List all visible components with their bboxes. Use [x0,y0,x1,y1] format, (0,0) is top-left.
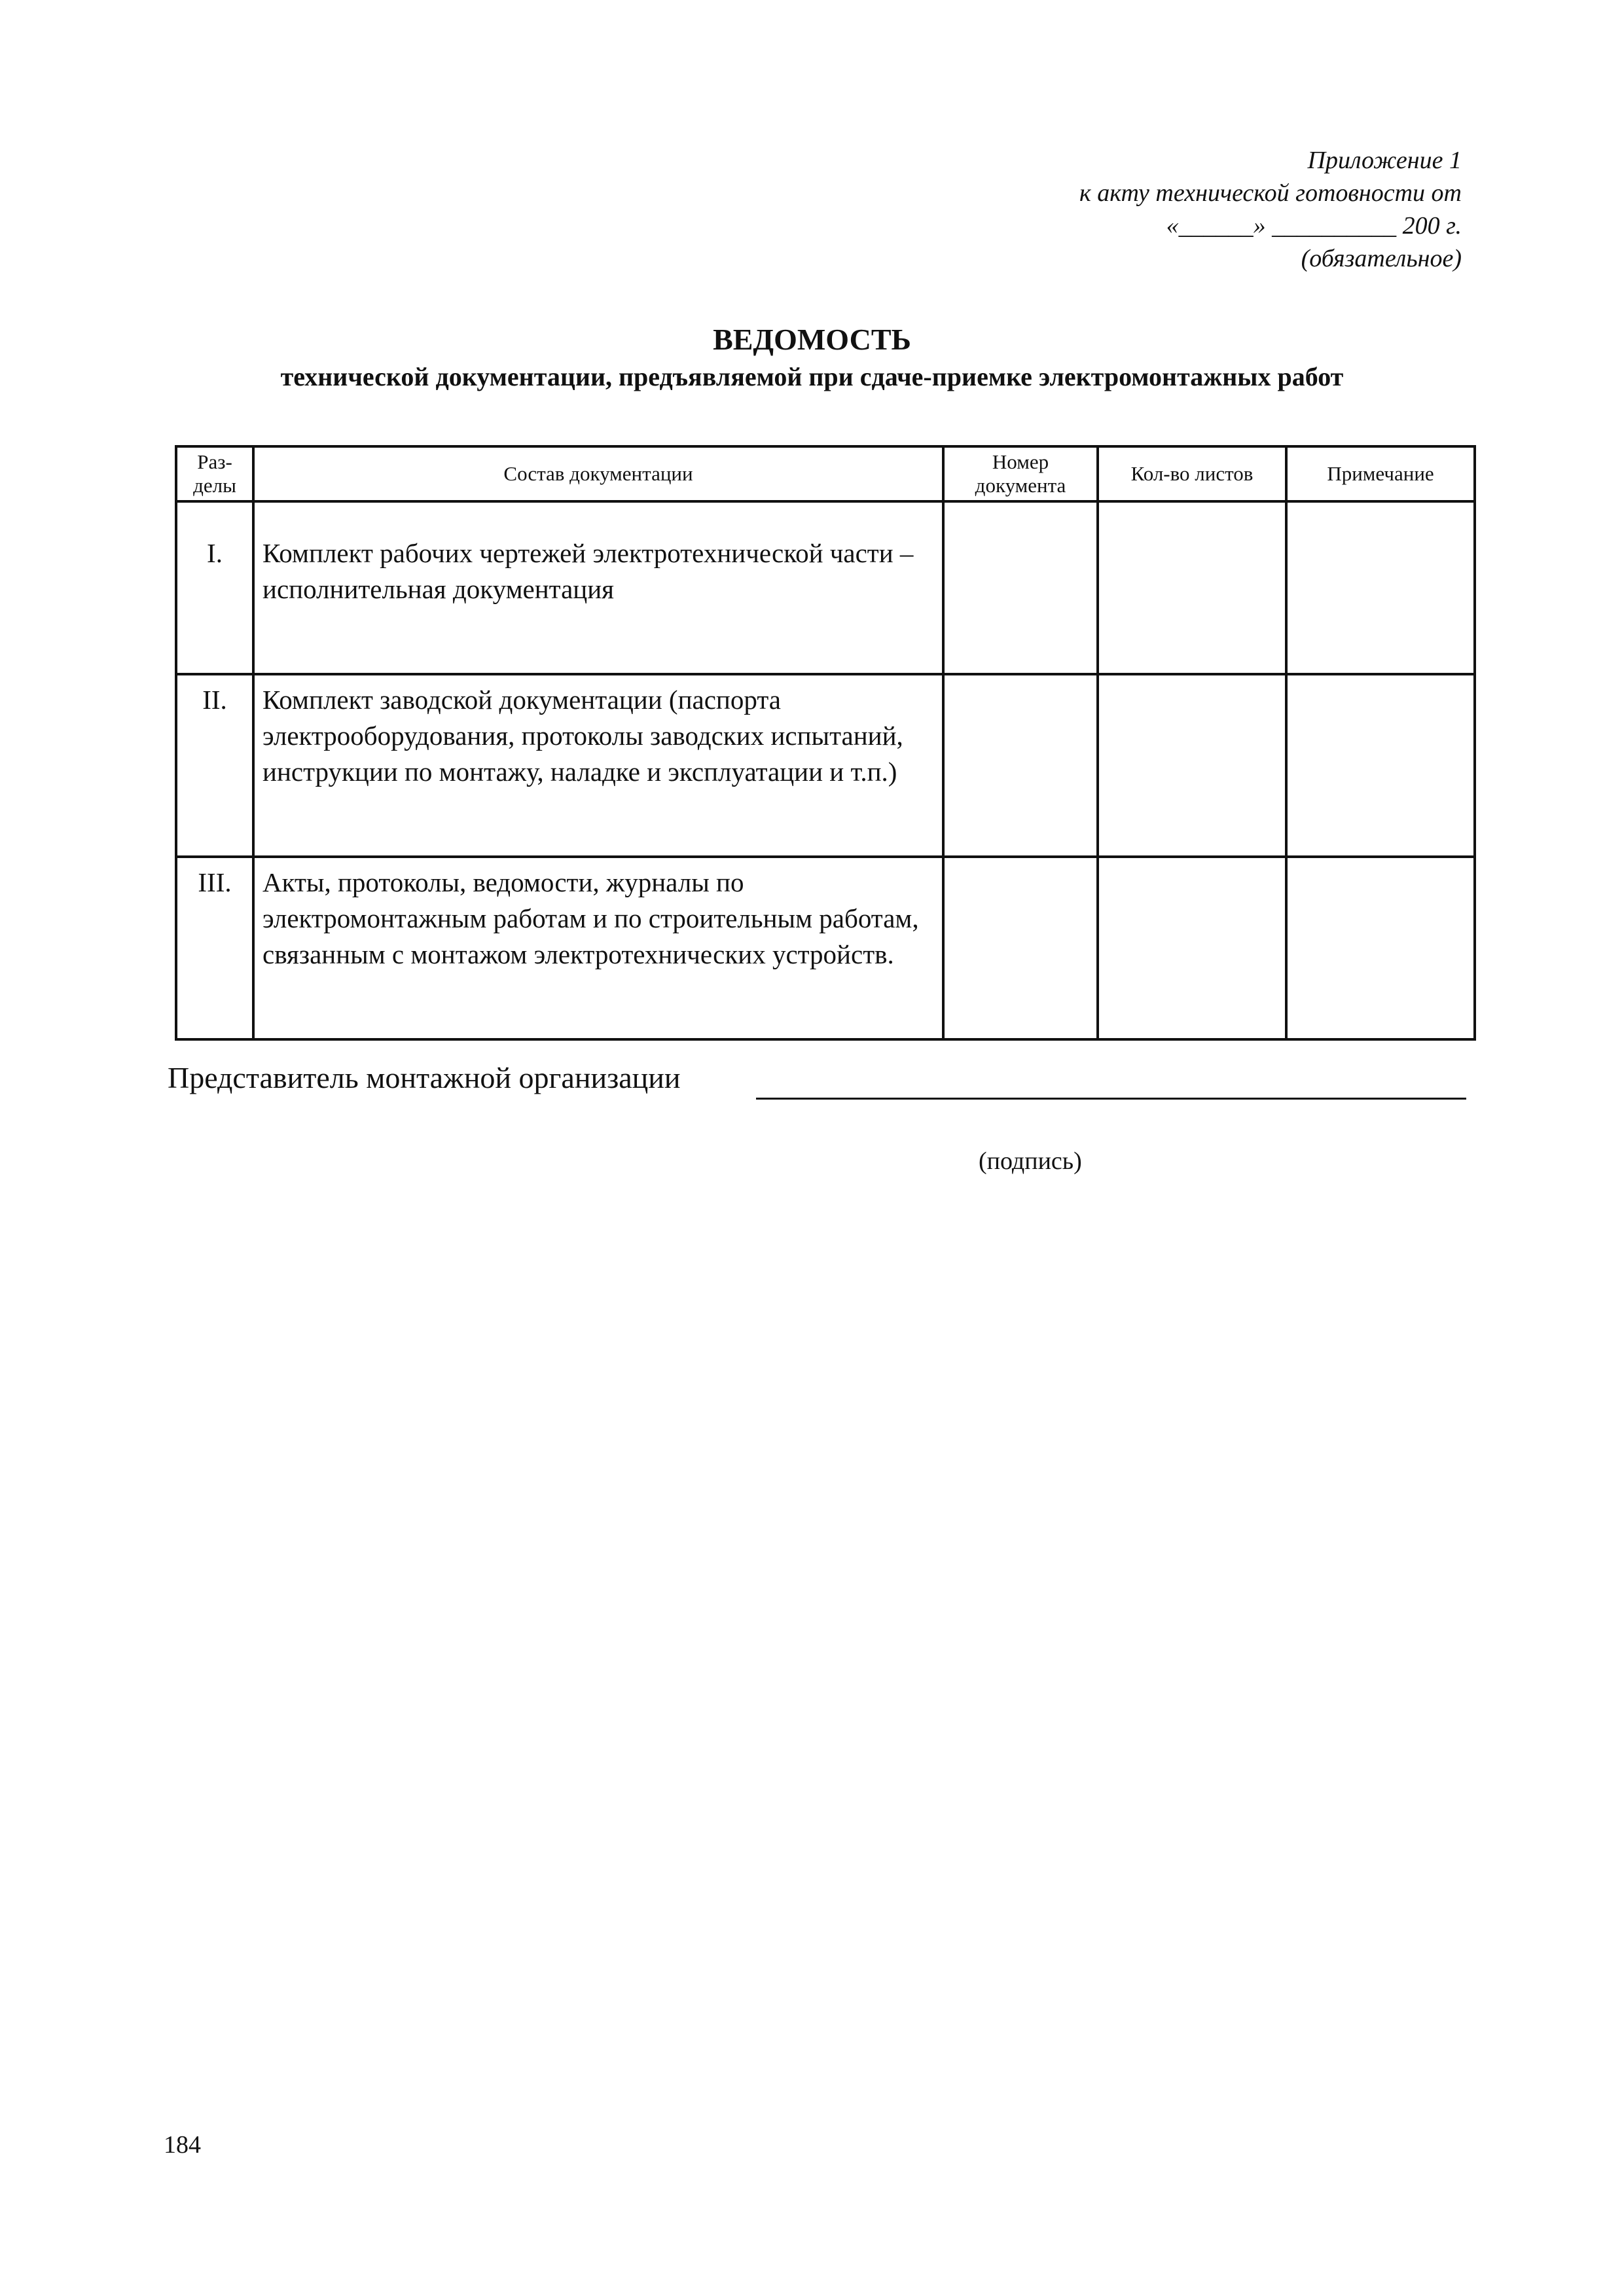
table-row [176,674,1475,857]
document-subtitle: технической документации, предъявляемой при сдаче-приемке электромонтажных работ [280,362,1344,391]
row-note-cell [1286,501,1475,674]
row-number: I. [176,501,253,674]
appendix-line-4: (обязательное) [1301,245,1462,272]
signature-line [756,1098,1466,1100]
row-composition: Акты, протоколы, ведомости, журналы по электромонтажным работам и по строительным работам, связанным с монтажом электротехнических устройств. [253,857,943,1039]
documentation-table [175,445,1476,1041]
row-note-cell [1286,857,1475,1039]
row-composition: Комплект рабочих чертежей электротехнической части – исполнительная документация [253,501,943,674]
page-number: 184 [164,2131,201,2159]
table-row [176,857,1475,1039]
row-doc-number-cell [943,501,1098,674]
row-number: II. [176,674,253,857]
row-sheets-cell [1098,501,1286,674]
row-doc-number-cell [943,674,1098,857]
row-note-cell [1286,674,1475,857]
appendix-line-2: к акту технической готовности от [1079,179,1462,207]
table-header-row [176,446,1475,501]
appendix-line-1: Приложение 1 [1307,147,1462,174]
appendix-line-3: «______» __________ 200 г. [1166,212,1462,240]
representative-label: Представитель монтажной организации [168,1061,681,1094]
table-row [176,501,1475,674]
signature-caption: (подпись) [979,1147,1082,1175]
appendix-block [1079,144,1462,275]
header-sheets: Кол-во листов [1098,446,1286,501]
row-doc-number-cell [943,857,1098,1039]
row-number: III. [176,857,253,1039]
header-composition: Состав документации [253,446,943,501]
header-note: Примечание [1286,446,1475,501]
row-sheets-cell [1098,674,1286,857]
row-composition: Комплект заводской документации (паспорта электрооборудования, протоколы заводских испытаний, инструкции по монтажу, наладке и эксплуатации и т.п.) [253,674,943,857]
header-doc-number: Номер документа [943,446,1098,501]
header-section: Раз- делы [176,446,253,501]
document-title: ВЕДОМОСТЬ [713,323,911,356]
row-sheets-cell [1098,857,1286,1039]
